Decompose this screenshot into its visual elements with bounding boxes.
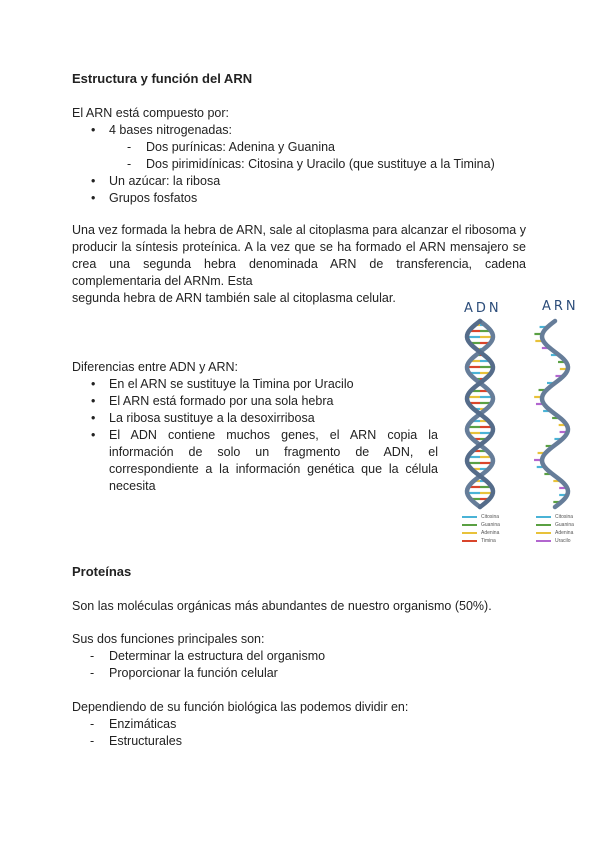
legend-item: [536, 529, 574, 537]
legend-swatch: [462, 516, 477, 519]
list-item: - Proporcionar la función celular: [90, 665, 530, 682]
rna-legend: [536, 513, 574, 545]
dna-rna-figure: [448, 295, 598, 555]
proteins-paragraph-1: Son las moléculas orgánicas más abundantes de nuestro organismo (50%).: [72, 599, 492, 613]
legend-item: [536, 521, 574, 529]
list-item: - Estructurales: [90, 733, 530, 750]
legend-label: Adenina: [481, 530, 500, 536]
list-item-text: 4 bases nitrogenadas:: [109, 123, 233, 137]
list-item: • Grupos fosfatos: [88, 190, 548, 207]
legend-swatch: [462, 532, 477, 535]
list-item: [88, 122, 548, 173]
legend-label: Guanina: [481, 522, 500, 528]
legend-label: Timina: [481, 538, 496, 544]
legend-swatch: [462, 524, 477, 527]
proteins-functions-list: [90, 648, 530, 682]
legend-label: Adenina: [555, 530, 574, 536]
proteins-section-title: Proteínas: [72, 564, 132, 579]
arn-composition-list: [88, 122, 548, 207]
list-item: • La ribosa sustituye a la desoxirribosa: [88, 410, 438, 427]
differences-list: [88, 376, 438, 495]
legend-item: [536, 513, 574, 521]
legend-swatch: [536, 540, 551, 543]
list-item: • En el ARN se sustituye la Timina por Uracilo: [88, 376, 438, 393]
arn-intro: El ARN está compuesto por:: [72, 106, 230, 120]
legend-label: Citosina: [555, 514, 574, 520]
legend-item: [462, 513, 500, 521]
proteins-paragraph-3: Dependiendo de su función biológica las podemos dividir en:: [72, 700, 409, 714]
legend-item: [462, 521, 500, 529]
list-item: • El ARN está formado por una sola hebra: [88, 393, 438, 410]
list-item: - Determinar la estructura del organismo: [90, 648, 530, 665]
proteins-paragraph-2: Sus dos funciones principales son:: [72, 632, 265, 646]
legend-label: Uracilo: [555, 538, 571, 544]
helix-illustration: [448, 317, 598, 511]
legend-item: [462, 529, 500, 537]
list-item: • El ADN contiene muchos genes, el ARN copia la información de solo un fragmento de ADN, el correspondiente a la información genética que la célula necesita: [88, 427, 438, 495]
proteins-types-list: [90, 716, 530, 750]
dna-legend: [462, 513, 500, 545]
rna-bases: [534, 327, 568, 502]
sub-list-item: - Dos purínicas: Adenina y Guanina: [127, 139, 548, 156]
sub-list-item: - Dos pirimidínicas: Citosina y Uracilo (que sustituye a la Timina): [127, 156, 548, 173]
legend-label: Guanina: [555, 522, 574, 528]
legend-swatch: [536, 532, 551, 535]
dna-label: ADN: [464, 301, 502, 316]
rna-label: ARN: [542, 299, 579, 314]
legend-item: [462, 537, 500, 545]
list-item: • Un azúcar: la ribosa: [88, 173, 548, 190]
differences-title: Diferencias entre ADN y ARN:: [72, 360, 239, 374]
arn-paragraph-end: segunda hebra de ARN también sale al citoplasma celular.: [72, 291, 396, 305]
arn-section-title: Estructura y función del ARN: [72, 71, 253, 86]
legend-swatch: [536, 524, 551, 527]
legend-swatch: [536, 516, 551, 519]
list-item: - Enzimáticas: [90, 716, 530, 733]
legend-swatch: [462, 540, 477, 543]
legend-item: [536, 537, 574, 545]
arn-paragraph: Una vez formada la hebra de ARN, sale al citoplasma para alcanzar el ribosoma y producir la síntesis proteínica. A la vez que se ha formado el ARN mensajero se crea una segunda hebra denominada ARN de transferencia, cadena complementaria del ARNm. Esta: [72, 223, 526, 288]
legend-label: Citosina: [481, 514, 500, 520]
